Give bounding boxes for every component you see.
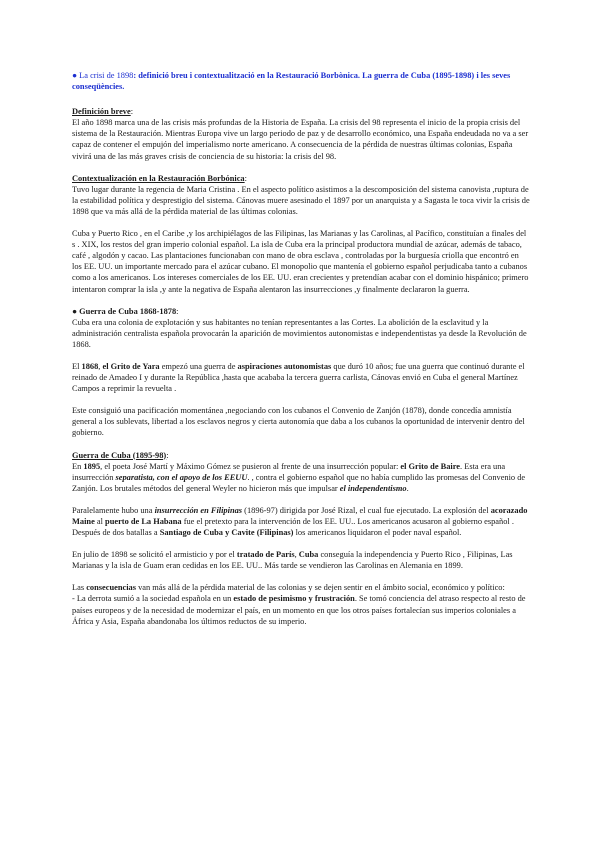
title-bullet: ● [72,71,78,80]
section-definicion: Definición breve: El año 1898 marca una de las crisis más profundas de la Historia de España. La crisis del 98 representa el inicio de la propia crisis del sistema de la Restauración. Mientras Europa vive un largo periodo de paz y de desarrollo económico, una España endeudada no va a ser capaz de contener el empujón del imperialismo norte americano. A consecuencia de la pérdida de nuestras últimas colonias, España vivirá una de las más graves crisis de conciencia de su historia: la crisis del 98. [72,107,529,161]
guerra1895-paragraph-5: - La derrota sumió a la sociedad española en un estado de pesimismo y frustración. Se tomó conciencia del atraso respecto al resto de países europeos y de la necesidad de modernizar el país, en un momento en que los otros países fortalecían sus imperios coloniales a África y Asia, España abandonaba los últimos reductos de su imperio. [72,594,526,626]
title-rest: : definició breu i contextualització en la Restauració Borbònica. La guerra de Cuba (1895-1898) i les seves conseqüències. [72,71,511,92]
contexto-heading: Contextualización en la Restauración Borbónica [72,173,245,183]
guerra1895-paragraph-3: En julio de 1898 se solicitó el armisticio y por el tratado de París, Cuba conseguía la independencia y Puerto Rico , Filipinas, Las Marianas y la isla de Guam eran cedidas en los EE. UU.. Más tarde se vendieron las Carolinas en Alemania en 1899. [72,550,513,571]
guerra1868-heading: ● Guerra de Cuba 1868-1878 [72,306,177,316]
definicion-heading: Definición breve [72,107,131,117]
definicion-text: El año 1898 marca una de las crisis más profundas de la Historia de España. La crisis del 98 representa el inicio de la propia crisis del sistema de la Restauración. Mientras Europa vive un largo periodo de paz y de desarrollo económico, una España endeudada no va a ser capaz de contener el empujón del imperialismo norte americano. A consecuencia de la pérdida de nuestras últimas colonias, España vivirá una de las más graves crisis de conciencia de su historia: la crisis del 98. [72,118,529,161]
guerra1868-paragraph-3: Este consiguió una pacificación momentánea ,negociando con los cubanos el Convenio de Zanjón (1878), donde concedía amnistía general a los sublevats, libertad a los esclavos negros y cierta autonomía que daba a los cubanos la oportunidad de intervenir dentro del gobierno. [72,406,525,438]
guerra1895-paragraph-2: Paralelamente hubo una insurrección en Filipinas (1896-97) dirigida por José Rizal, el cual fue ejecutado. La explosión del acorazado Maine al puerto de La Habana fue el pretexto para la intervención de los EE. UU.. Los americanos acusaron al gobierno español . Después de dos batallas a Santiago de Cuba y Cavite (Filipinas) los americanos liquidaron el poder naval español. [72,505,528,538]
guerra1895-heading: Guerra de Cuba (1895-98) [72,450,167,460]
title-lead: La crisi de 1898 [79,71,134,80]
section-contexto: Contextualización en la Restauración Borbónica: Tuvo lugar durante la regencia de Maria Cristina . En el aspecto político asistimos a la descomposición del sistema canovista ,ruptura de la estabilidad política y desprestigio del sistema. Cánovas muere asesinado el 1897 por un anarquista y a Sagasta le toca vivir la crisis de 1898 que va más allá de la pérdida material de las últimas colonias. [72,173,530,216]
section-guerra-1868: ● Guerra de Cuba 1868-1878: Cuba era una colonia de explotación y sus habitantes no tenían representantes a las Cortes. La abolición de la esclavitud y la administración centralista española provocarán la aparición de movimientos autonomistas e independentistas ya desde la Revolución de 1868. [72,306,527,349]
document-title [72,70,530,92]
document-page [72,70,530,638]
section-guerra-1895: Guerra de Cuba (1895-98): En 1895, el poeta José Martí y Máximo Gómez se pusieron al frente de una insurrección popular: el Grito de Baire. Esta era una insurrección separatista, con el apoyo de los EEUU. , contra el gobierno español que no había cumplido las promesas del Convenio de Zanjón. Los brutales métodos del general Weyler no hicieron más que impulsar el independentismo. [72,450,526,493]
contexto-paragraph-2: Cuba y Puerto Rico , en el Caribe ,y los archipiélagos de las Filipinas, las Marianas y las Carolinas, al Pacífico, constituían a finales del s . XIX, los restos del gran imperio colonial español. La isla de Cuba era la principal productora mundial de azúcar, además de tabaco, café , algodón y cacao. Las plantaciones funcionaban con mano de obra esclava , controladas por la burguesía criolla que encontró en los EE. UU. un importante mercado para el azúcar cubano. El monopolio que mantenía el gobierno español perjudicaba tanto a cubanos como a los americanos. Los intereses comerciales de los EE. UU. eran crecientes y pretendían acabar con el dominio hispánico; primero intentaron comprar la isla ,y ante la negativa de España alentaron las insurrecciones ,y finalmente declararon la guerra. [72,229,529,294]
guerra1868-paragraph-2: El 1868, el Grito de Yara empezó una guerra de aspiraciones autonomistas que duró 10 años; fue una guerra que continuó durante el reinado de Amadeo I y durante la República ,hasta que acababa la tercera guerra carlista, Cánovas envió en Cuba el general Martínez Campos a reprimir la revuelta . [72,361,525,394]
guerra1895-paragraph-4: Las consecuencias van más allá de la pérdida material de las colonias y se dejen sentir en el ámbito social, económico y político: [72,583,505,593]
guerra1868-paragraph-1: Cuba era una colonia de explotación y sus habitantes no tenían representantes a las Cortes. La abolición de la esclavitud y la administración centralista española provocarán la aparición de movimientos autonomistas e independentistas ya desde la Revolución de 1868. [72,317,527,349]
contexto-paragraph-1: Tuvo lugar durante la regencia de Maria Cristina . En el aspecto político asistimos a la descomposición del sistema canovista ,ruptura de la estabilidad política y desprestigio del sistema. Cánovas muere asesinado el 1897 por un anarquista y a Sagasta le toca vivir la crisis de 1898 que va más allá de la pérdida material de las últimas colonias. [72,184,530,216]
